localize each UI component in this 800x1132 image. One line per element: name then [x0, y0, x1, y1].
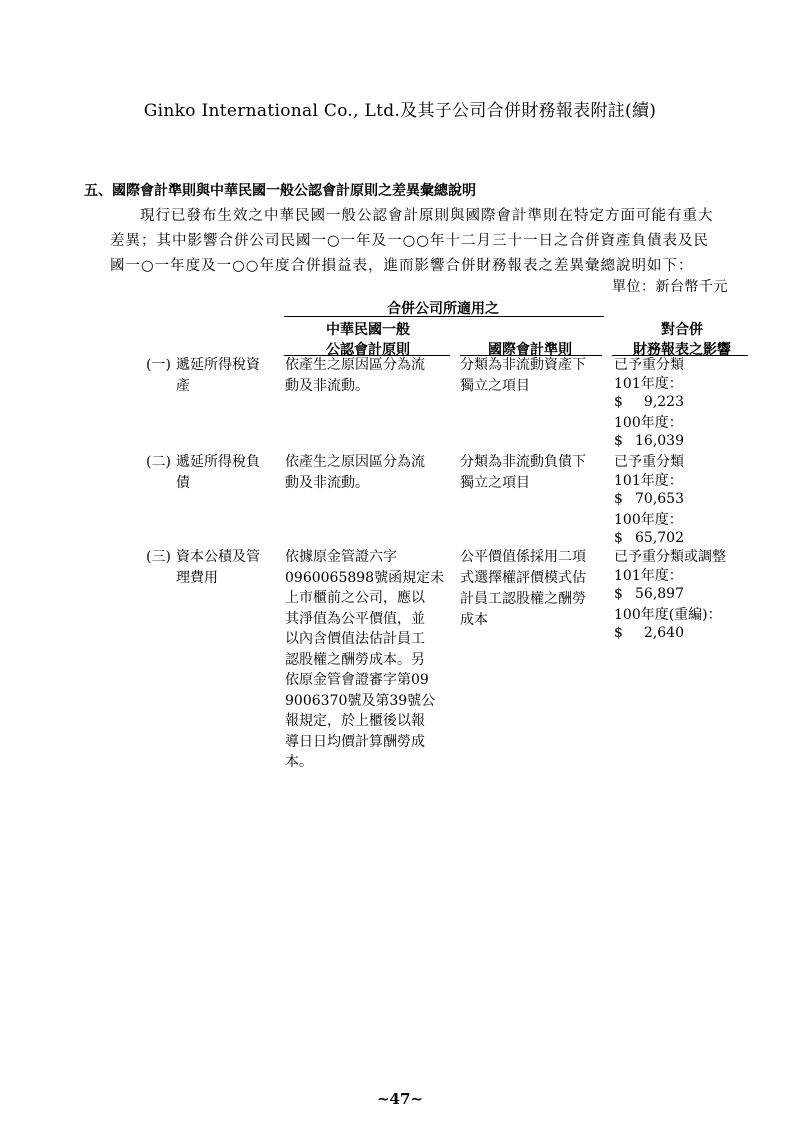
row-ifrs: 分類為非流動負債下 獨立之項目 — [460, 454, 586, 491]
row-impact-year2-label: 100年度： — [614, 512, 683, 528]
row-impact-year1-label: 101年度： — [614, 473, 683, 489]
page-header-title: Ginko International Co., Ltd.及其子公司合併財務報表附註(續) — [143, 101, 657, 121]
section-heading: 五、國際會計準則與中華民國一般公認會計原則之差異彙總說明 — [84, 183, 476, 199]
row-impact-year1-currency: $ — [614, 491, 623, 507]
row-impact-year1-value: 56,897 — [635, 586, 684, 602]
rocgaap-column-header-line1: 中華民國一般 — [326, 322, 410, 338]
row-impact-year2-currency: $ — [614, 530, 623, 546]
row-impact-year1-value: 70,653 — [635, 491, 684, 507]
intro-paragraph-line-1: 現行已發布生效之中華民國一般公認會計原則與國際會計準則在特定方面可能有重大 — [140, 208, 714, 224]
row-impact-year2-value: 16,039 — [635, 433, 684, 449]
row-index: (二) — [146, 454, 171, 470]
row-impact-label: 已予重分類 — [614, 454, 684, 470]
row-impact-year2-label: 100年度： — [614, 415, 683, 431]
row-rocgaap: 依產生之原因區分為流 動及非流動。 — [285, 357, 425, 394]
row-impact-year2-value: 65,702 — [635, 530, 684, 546]
impact-column-header-line1: 對合併 — [661, 322, 703, 338]
intro-paragraph-line-3: 國一○一年度及一○○年度合併損益表，進而影響合併財務報表之差異彙總說明如下： — [110, 258, 694, 274]
row-impact-year1-value: 9,223 — [643, 394, 684, 410]
row-impact-year2-label: 100年度(重編)： — [614, 607, 722, 623]
row-rocgaap: 依產生之原因區分為流 動及非流動。 — [285, 454, 425, 491]
row-impact-year1-currency: $ — [614, 394, 623, 410]
row-ifrs: 分類為非流動資產下 獨立之項目 — [460, 357, 586, 394]
row-impact-year1-label: 101年度： — [614, 568, 683, 584]
intro-paragraph-line-2: 差異；其中影響合併公司民國一○一年及一○○年十二月三十一日之合併資產負債表及民 — [110, 233, 709, 249]
row-impact-year1-currency: $ — [614, 586, 623, 602]
row-impact-label: 已予重分類 — [614, 357, 684, 373]
unit-label: 單位：新台幣千元 — [612, 279, 728, 295]
row-impact-year2-currency: $ — [614, 625, 623, 641]
row-impact-label: 已予重分類或調整 — [614, 549, 726, 565]
row-item: 遞延所得稅負 債 — [176, 454, 260, 491]
row-index: (三) — [146, 549, 171, 565]
group-header-underline — [284, 316, 604, 317]
row-item: 資本公積及管 理費用 — [176, 549, 260, 586]
page-number: ~47~ — [376, 1090, 423, 1108]
impact-column-header-line2: 財務報表之影響 — [633, 342, 731, 358]
ifrs-column-header: 國際會計準則 — [488, 342, 572, 358]
row-item: 遞延所得稅資 產 — [176, 357, 260, 394]
group-column-header: 合併公司所適用之 — [387, 301, 499, 317]
rocgaap-column-header-line2: 公認會計原則 — [326, 342, 410, 358]
row-impact-year2-currency: $ — [614, 433, 623, 449]
row-rocgaap: 依據原金管證六字 0960065898號函規定未 上市櫃前之公司，應以 其淨值為公平價值，並 以內含價值法估計員工 認股權之酬勞成本。另 依原金管會證審字第09 9006370號及第39號公 報規定，於上櫃後以報 導日日均價計算酬勞成 本。 — [285, 549, 445, 770]
row-index: (一) — [146, 357, 171, 373]
row-ifrs: 公平價值係採用二項 式選擇權評價模式估 計員工認股權之酬勞 成本 — [460, 549, 586, 628]
row-impact-year2-value: 2,640 — [643, 625, 684, 641]
row-impact-year1-label: 101年度： — [614, 376, 683, 392]
